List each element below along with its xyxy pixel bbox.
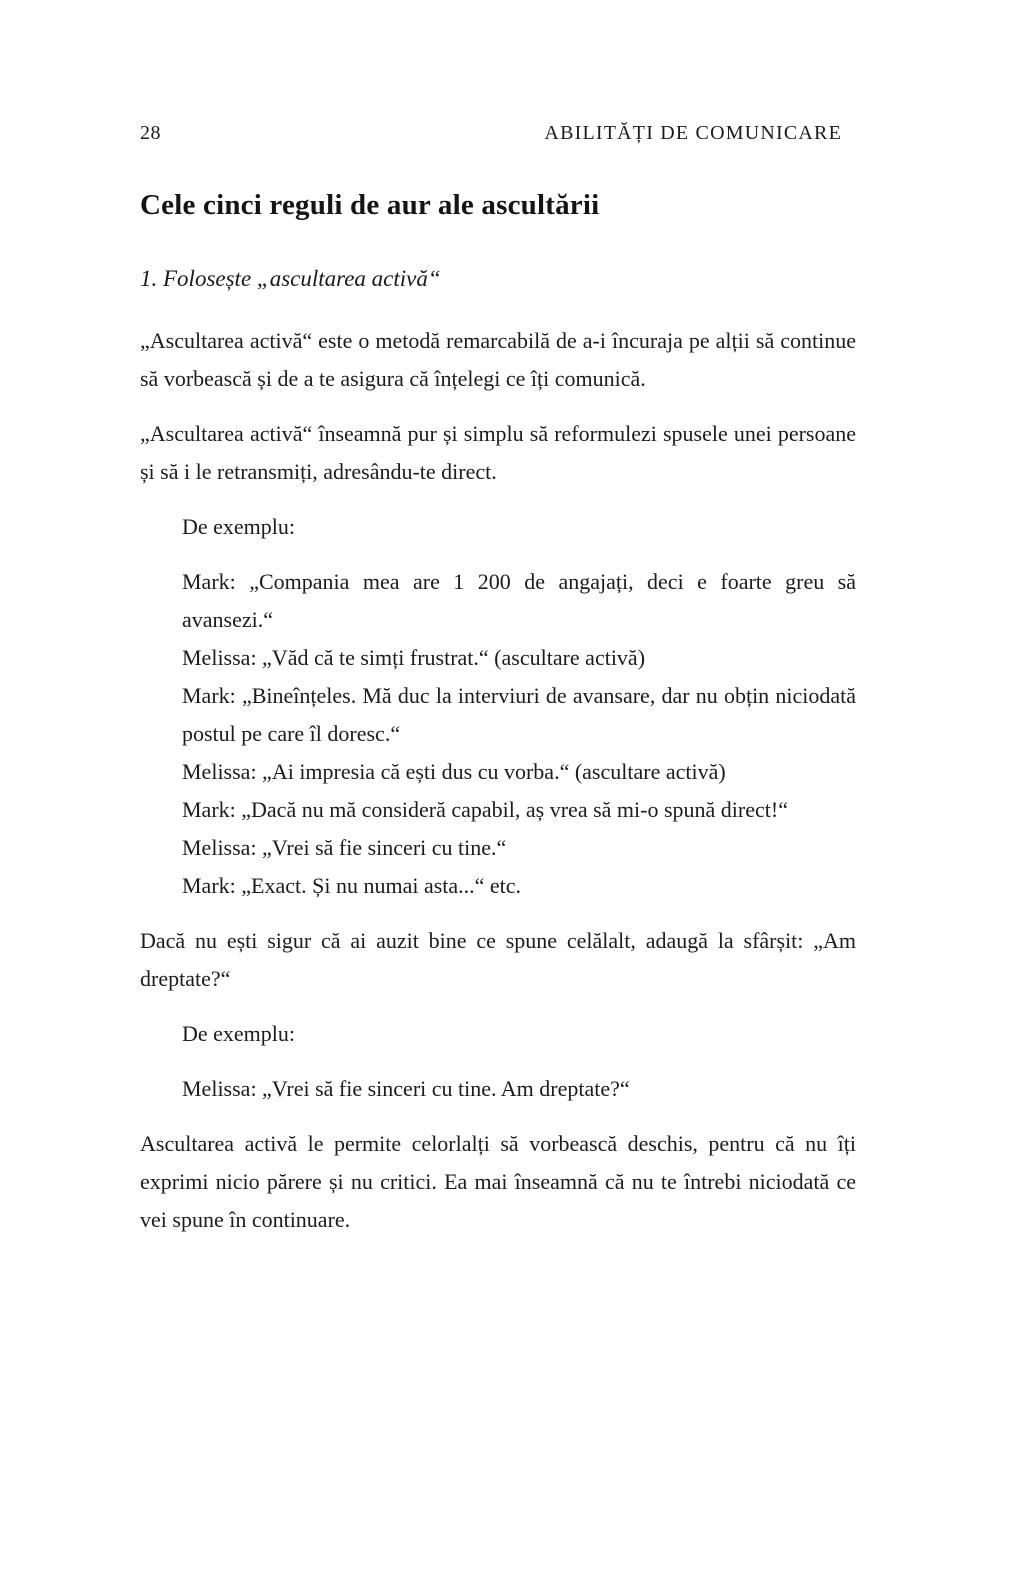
example-label: De exemplu: — [182, 514, 296, 539]
page-number: 28 — [140, 122, 161, 144]
dialogue-line: Melissa: „Ai impresia că ești dus cu vorba.“ (ascultare activă) — [182, 759, 726, 784]
dialogue-line: Mark: „Dacă nu mă consideră capabil, aș vrea să mi-o spună direct!“ — [182, 797, 788, 822]
example-line: Melissa: „Vrei să fie sinceri cu tine. Am dreptate?“ — [182, 1076, 630, 1101]
paragraph-active-listening-benefits: Ascultarea activă le permite celorlalți să vorbească deschis, pentru că nu îți exprimi nicio părere și nu critici. Ea mai înseamnă că nu te întrebi niciodată ce vei spune în continuare. — [140, 1131, 856, 1232]
chapter-title: Cele cinci reguli de aur ale ascultării — [140, 189, 600, 221]
paragraph-confirmation-tip: Dacă nu ești sigur că ai auzit bine ce spune celălalt, adaugă la sfârșit: „Am dreptate?“ — [140, 928, 856, 991]
dialogue-line: Melissa: „Văd că te simți frustrat.“ (ascultare activă) — [182, 645, 646, 670]
rule-heading: 1. Folosește „ascultarea activă“ — [140, 266, 441, 291]
dialogue-line: Mark: „Exact. Și nu numai asta...“ etc. — [182, 873, 522, 898]
paragraph-active-listening-intro: „Ascultarea activă“ este o metodă remarcabilă de a-i încuraja pe alții să continue să vorbească și de a te asigura că înțelegi ce îți comunică. — [140, 328, 856, 391]
paragraph-active-listening-definition: „Ascultarea activă“ înseamnă pur și simplu să reformulezi spusele unei persoane și să i le retransmiți, adresându-te direct. — [140, 421, 856, 484]
dialogue-line: Mark: „Compania mea are 1 200 de angajați, deci e foarte greu să avansezi.“ — [182, 569, 856, 632]
dialogue-line: Melissa: „Vrei să fie sinceri cu tine.“ — [182, 835, 507, 860]
dialogue-block — [182, 563, 856, 905]
running-head: ABILITĂȚI DE COMUNICARE — [544, 122, 842, 144]
dialogue-line: Mark: „Bineînțeles. Mă duc la interviuri de avansare, dar nu obțin niciodată postul pe care îl doresc.“ — [182, 683, 856, 746]
example-label: De exemplu: — [182, 1021, 296, 1046]
page-header — [140, 122, 856, 145]
